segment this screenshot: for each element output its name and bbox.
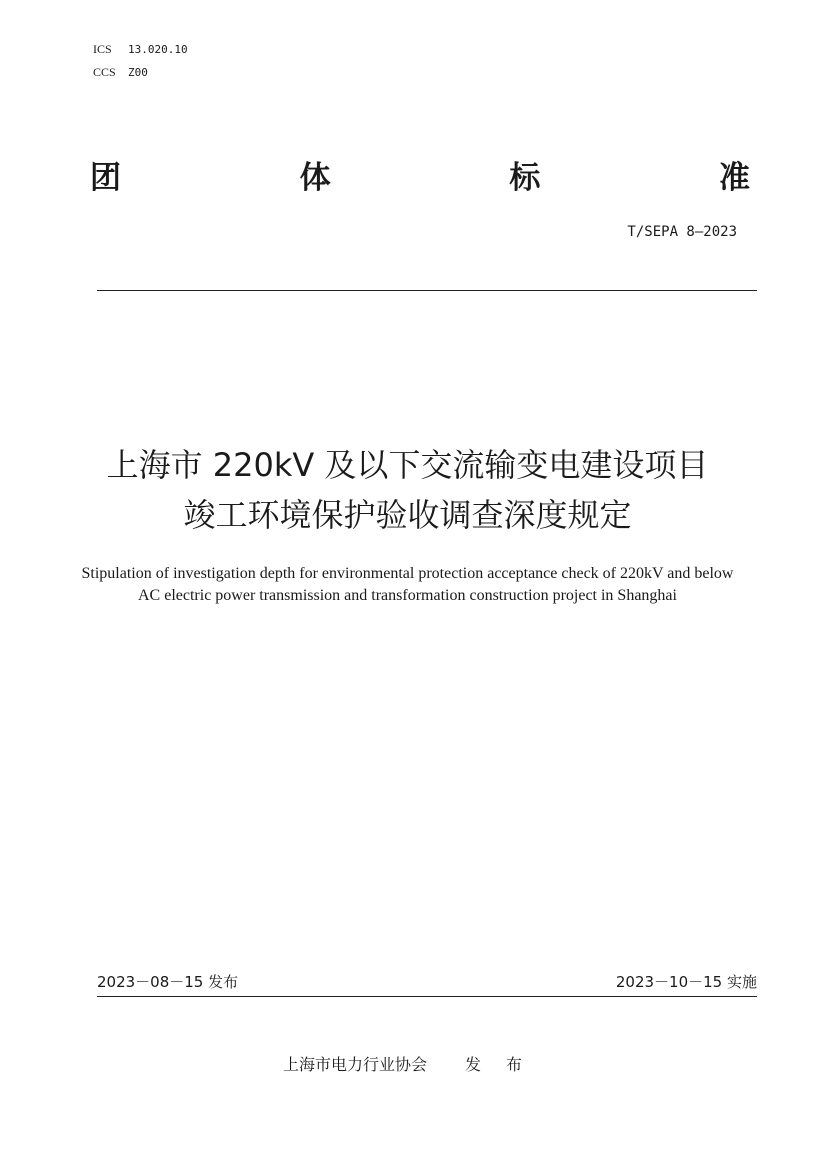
ccs-row (93, 61, 188, 84)
standard-type-heading (90, 156, 750, 200)
implementation-date: 2023－10－15 实施 (615, 973, 757, 991)
ics-row (93, 38, 188, 61)
bottom-divider (97, 996, 757, 997)
heading-char-4: 准 (718, 160, 750, 196)
issue-date: 2023－08－15 发布 (97, 973, 239, 991)
english-title: Stipulation of investigation depth for environmental protection acceptance check of 220kV and below AC electric power transmission and transformation construction project in Shanghai (81, 565, 734, 604)
chinese-title-line-1: 上海市 220kV 及以下交流输变电建设项目 (106, 446, 709, 484)
publisher-line (0, 1053, 815, 1077)
ccs-label: CCS (93, 65, 116, 79)
heading-char-1: 团 (90, 160, 121, 196)
heading-char-2: 体 (299, 160, 331, 196)
publisher-action: 发 布 (464, 1055, 533, 1074)
ics-value: 13.020.10 (128, 43, 188, 56)
heading-char-3: 标 (509, 160, 541, 196)
top-divider (97, 290, 757, 291)
publisher-org: 上海市电力行业协会 (282, 1055, 427, 1074)
ics-label: ICS (93, 42, 112, 56)
standard-number: T/SEPA 8—2023 (627, 224, 737, 240)
chinese-title-line-2: 竣工环境保护验收调查深度规定 (183, 496, 632, 534)
classification-codes (93, 38, 188, 84)
chinese-title (0, 440, 815, 540)
dates-row (97, 971, 757, 993)
ccs-value: Z00 (128, 66, 148, 79)
